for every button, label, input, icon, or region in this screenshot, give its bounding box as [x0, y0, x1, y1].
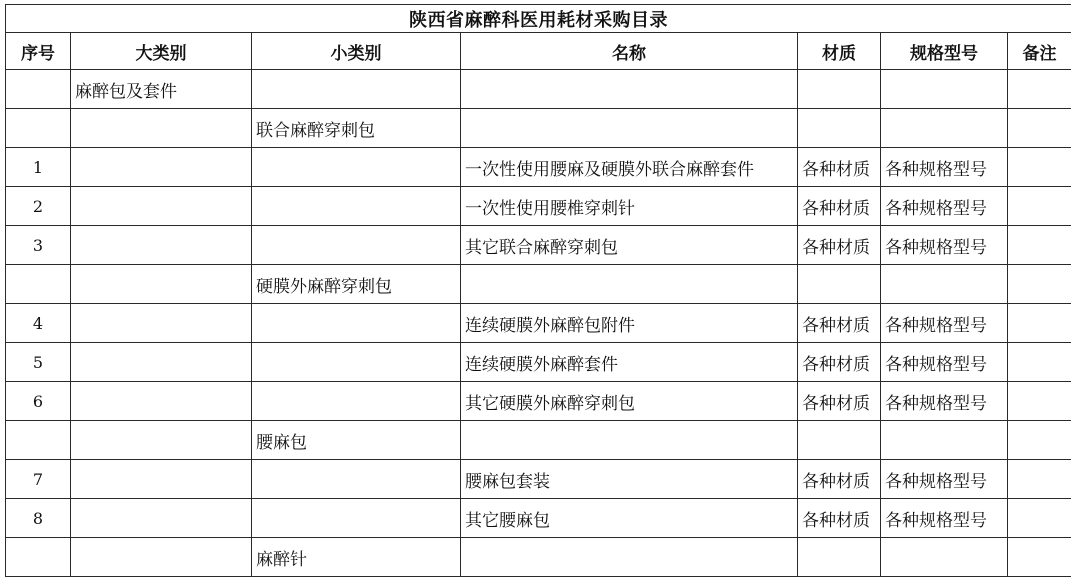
cell-name: [461, 265, 798, 304]
cell-spec: 各种规格型号: [881, 304, 1008, 343]
cell-seq: 1: [6, 148, 71, 187]
cell-seq: 4: [6, 304, 71, 343]
table-row: [6, 304, 1072, 343]
cell-major-category: [71, 109, 252, 148]
column-header-major-category: 大类别: [71, 33, 252, 70]
procurement-catalog-table: [5, 4, 1071, 577]
table-row: [6, 109, 1072, 148]
cell-spec: [881, 538, 1008, 577]
cell-seq: [6, 70, 71, 109]
cell-material: [798, 421, 881, 460]
cell-seq: 8: [6, 499, 71, 538]
table-row: [6, 226, 1072, 265]
column-header-minor-category: 小类别: [252, 33, 461, 70]
cell-name: 一次性使用腰椎穿刺针: [461, 187, 798, 226]
table-row: [6, 343, 1072, 382]
table-row: [6, 148, 1072, 187]
cell-spec: [881, 109, 1008, 148]
cell-name: 其它联合麻醉穿刺包: [461, 226, 798, 265]
cell-minor-category: [252, 343, 461, 382]
cell-minor-category: [252, 187, 461, 226]
column-header-material: 材质: [798, 33, 881, 70]
cell-spec: 各种规格型号: [881, 499, 1008, 538]
cell-spec: [881, 70, 1008, 109]
cell-seq: [6, 538, 71, 577]
cell-minor-category: 麻醉针: [252, 538, 461, 577]
table-row: [6, 460, 1072, 499]
cell-material: 各种材质: [798, 304, 881, 343]
cell-minor-category: [252, 382, 461, 421]
table-row: [6, 382, 1072, 421]
cell-note: [1008, 226, 1072, 265]
cell-name: 一次性使用腰麻及硬膜外联合麻醉套件: [461, 148, 798, 187]
cell-minor-category: [252, 499, 461, 538]
table-row: [6, 70, 1072, 109]
cell-seq: [6, 109, 71, 148]
cell-material: [798, 70, 881, 109]
header-row: [6, 33, 1072, 70]
cell-note: [1008, 70, 1072, 109]
table-row: [6, 265, 1072, 304]
cell-minor-category: 联合麻醉穿刺包: [252, 109, 461, 148]
cell-minor-category: 腰麻包: [252, 421, 461, 460]
cell-minor-category: [252, 226, 461, 265]
cell-note: [1008, 109, 1072, 148]
table-row: [6, 499, 1072, 538]
cell-major-category: [71, 382, 252, 421]
cell-name: 连续硬膜外麻醉套件: [461, 343, 798, 382]
cell-major-category: [71, 148, 252, 187]
cell-minor-category: [252, 460, 461, 499]
cell-major-category: [71, 304, 252, 343]
cell-note: [1008, 538, 1072, 577]
table-row: [6, 421, 1072, 460]
cell-name: 连续硬膜外麻醉包附件: [461, 304, 798, 343]
cell-major-category: [71, 226, 252, 265]
cell-major-category: [71, 265, 252, 304]
table-row: [6, 538, 1072, 577]
cell-seq: 2: [6, 187, 71, 226]
cell-note: [1008, 421, 1072, 460]
cell-material: [798, 109, 881, 148]
cell-name: 其它腰麻包: [461, 499, 798, 538]
cell-material: 各种材质: [798, 343, 881, 382]
cell-seq: 6: [6, 382, 71, 421]
cell-spec: 各种规格型号: [881, 460, 1008, 499]
cell-note: [1008, 382, 1072, 421]
table-row: [6, 187, 1072, 226]
catalog-sheet: [5, 4, 1071, 588]
cell-seq: 3: [6, 226, 71, 265]
cell-major-category: [71, 460, 252, 499]
cell-major-category: [71, 499, 252, 538]
cell-minor-category: [252, 70, 461, 109]
cell-name: [461, 109, 798, 148]
cell-spec: 各种规格型号: [881, 343, 1008, 382]
cell-note: [1008, 343, 1072, 382]
cell-material: [798, 538, 881, 577]
column-header-note: 备注: [1008, 33, 1072, 70]
cell-name: [461, 421, 798, 460]
cell-note: [1008, 187, 1072, 226]
cell-material: 各种材质: [798, 187, 881, 226]
table-title: 陕西省麻醉科医用耗材采购目录: [6, 5, 1072, 33]
cell-spec: 各种规格型号: [881, 148, 1008, 187]
cell-material: 各种材质: [798, 382, 881, 421]
table-body: [6, 70, 1072, 577]
column-header-spec: 规格型号: [881, 33, 1008, 70]
cell-major-category: [71, 538, 252, 577]
cell-spec: 各种规格型号: [881, 382, 1008, 421]
cell-material: [798, 265, 881, 304]
cell-material: 各种材质: [798, 226, 881, 265]
cell-minor-category: [252, 304, 461, 343]
column-header-name: 名称: [461, 33, 798, 70]
cell-seq: 7: [6, 460, 71, 499]
cell-note: [1008, 460, 1072, 499]
cell-material: 各种材质: [798, 460, 881, 499]
cell-spec: [881, 421, 1008, 460]
cell-major-category: [71, 187, 252, 226]
cell-seq: [6, 265, 71, 304]
cell-name: 腰麻包套装: [461, 460, 798, 499]
cell-spec: [881, 265, 1008, 304]
cell-note: [1008, 304, 1072, 343]
cell-major-category: 麻醉包及套件: [71, 70, 252, 109]
title-row: [6, 5, 1072, 33]
cell-major-category: [71, 421, 252, 460]
cell-minor-category: 硬膜外麻醉穿刺包: [252, 265, 461, 304]
cell-name: [461, 70, 798, 109]
cell-major-category: [71, 343, 252, 382]
cell-note: [1008, 499, 1072, 538]
cell-material: 各种材质: [798, 148, 881, 187]
cell-seq: 5: [6, 343, 71, 382]
cell-spec: 各种规格型号: [881, 226, 1008, 265]
cell-seq: [6, 421, 71, 460]
cell-name: [461, 538, 798, 577]
cell-name: 其它硬膜外麻醉穿刺包: [461, 382, 798, 421]
cell-note: [1008, 148, 1072, 187]
cell-note: [1008, 265, 1072, 304]
cell-material: 各种材质: [798, 499, 881, 538]
cell-minor-category: [252, 148, 461, 187]
cell-spec: 各种规格型号: [881, 187, 1008, 226]
column-header-seq: 序号: [6, 33, 71, 70]
